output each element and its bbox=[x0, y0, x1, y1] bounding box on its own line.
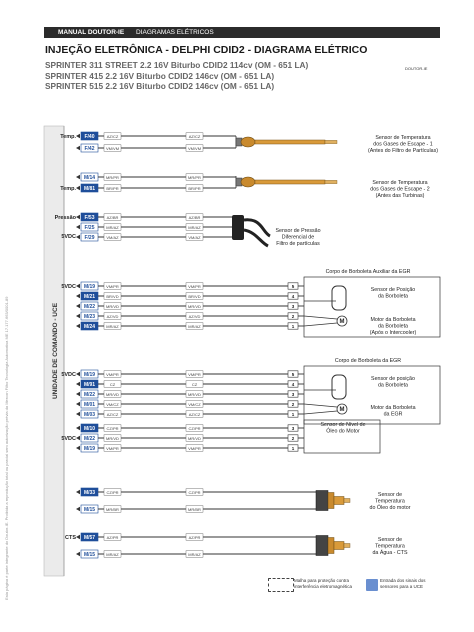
sensor-plug bbox=[316, 536, 328, 556]
subtitle-2: SPRINTER 415 2.2 16V Biturbo CDID2 146cv (OM - 651 LA) bbox=[45, 71, 275, 81]
sensor-thread bbox=[334, 497, 344, 505]
ecu-label: UNIDADE DE COMANDO - UCE bbox=[52, 302, 59, 400]
pin-label: F/42 bbox=[84, 146, 95, 152]
pin-arrow bbox=[76, 552, 80, 556]
wire-code: CZ/PR bbox=[106, 489, 119, 495]
side-copyright: Esta página é parte integrante do Doutor-IE. Proibida a reprodução total ou parcial sem autorização prévia da Mercon Filho Tecnologia Automotiva ME 17.177.663/0001-89 bbox=[4, 296, 9, 600]
subtitle-3: SPRINTER 515 2.2 16V Biturbo CDID2 146cv (OM - 651 LA) bbox=[45, 81, 275, 91]
wire-code: CZ/PR bbox=[188, 425, 201, 431]
wire-code: CZ bbox=[109, 381, 116, 387]
component-label: Sensor de posição bbox=[371, 376, 415, 382]
signal-label: Pressão bbox=[54, 215, 76, 221]
wire bbox=[304, 316, 337, 319]
pin-arrow bbox=[76, 146, 80, 150]
sensor-tip bbox=[344, 499, 350, 503]
pin-arrow bbox=[76, 436, 80, 440]
pin-label: F/40 bbox=[84, 134, 95, 140]
wire-code: VM/PR bbox=[106, 283, 119, 289]
sensor-hex bbox=[328, 538, 334, 554]
wire bbox=[304, 404, 337, 407]
signal-label: 5VDC bbox=[61, 284, 76, 290]
wire-code: MR/VD bbox=[106, 435, 119, 441]
component-label: dos Gases de Escape - 2 bbox=[370, 186, 430, 193]
pin-label: M/19 bbox=[83, 284, 96, 290]
pressure-sensor-body bbox=[232, 215, 244, 240]
signal-label: Temp. bbox=[60, 186, 76, 192]
position-sensor-symbol bbox=[332, 286, 346, 310]
probe-nut bbox=[241, 177, 255, 187]
wire-code: MR/AZ bbox=[188, 323, 201, 329]
pin-arrow bbox=[76, 134, 80, 138]
pin-arrow bbox=[76, 392, 80, 396]
terminal-label: 4 bbox=[291, 293, 295, 299]
wire-code: AZ/BR bbox=[188, 214, 201, 220]
wire-code: CZ/PR bbox=[188, 489, 201, 495]
terminal-label: 5 bbox=[291, 371, 295, 377]
wire-code: AZ/CZ bbox=[188, 411, 201, 417]
wire-code: VM/AZ bbox=[188, 234, 201, 240]
wire-code: BR/PR bbox=[106, 185, 119, 191]
legend-shield-swatch bbox=[268, 578, 294, 592]
pin-arrow bbox=[76, 507, 80, 511]
terminal-label: 1 bbox=[291, 445, 295, 451]
wire-code: MR/AZ bbox=[106, 224, 119, 230]
pin-arrow bbox=[76, 314, 80, 318]
signal-label: Temp. bbox=[60, 134, 76, 140]
component-label: (Antes do Filtro de Partículas) bbox=[367, 148, 439, 154]
pin-arrow bbox=[76, 446, 80, 450]
probe-tip bbox=[325, 180, 337, 183]
component-label: Sensor de Nível de bbox=[320, 422, 366, 428]
component-label: Motor da Borboleta bbox=[370, 317, 416, 323]
wire-code: VM/PR bbox=[106, 445, 119, 451]
wire-code: BR/VD bbox=[188, 293, 201, 299]
component-label: (Antes das Turbinas) bbox=[375, 193, 425, 199]
pin-label: M/22 bbox=[83, 392, 96, 398]
wire-code: MR/AZ bbox=[188, 224, 201, 230]
header-brand: MANUAL DOUTOR-IE bbox=[58, 28, 125, 36]
position-sensor-symbol bbox=[332, 375, 346, 399]
wire-code: MR/BR bbox=[106, 506, 119, 512]
legend-shield-text: Malha para proteção contra interferência eletromagnética bbox=[294, 578, 353, 589]
pin-arrow bbox=[76, 426, 80, 430]
wire-code: CZ bbox=[191, 381, 198, 387]
pin-arrow bbox=[76, 372, 80, 376]
signal-label: 5VDC bbox=[61, 234, 76, 240]
pin-arrow bbox=[76, 225, 80, 229]
pin-label: M/15 bbox=[83, 507, 96, 513]
wire-code: BR/VD bbox=[106, 293, 119, 299]
pressure-hose bbox=[244, 220, 270, 236]
pin-label: M/01 bbox=[83, 402, 96, 408]
wire-code: VM/PR bbox=[188, 445, 201, 451]
pin-label: F/25 bbox=[84, 225, 95, 231]
sensor-plug bbox=[316, 491, 328, 511]
throttle-body-frame bbox=[304, 366, 440, 424]
wire bbox=[304, 411, 337, 414]
component-label: Filtro de partículas bbox=[276, 241, 320, 247]
wire-code: CZ/PR bbox=[106, 425, 119, 431]
component-label: da EGR bbox=[383, 411, 403, 418]
pin-label: M/03 bbox=[83, 412, 96, 418]
throttle-body-frame bbox=[304, 277, 440, 337]
wire-code: AZ/VD bbox=[188, 313, 201, 319]
pin-label: M/15 bbox=[83, 552, 96, 558]
component-label: Corpo de Borboleta da EGR bbox=[334, 358, 402, 364]
component-label: do Óleo do motor bbox=[369, 505, 411, 511]
wire-code: MR/BR bbox=[188, 506, 201, 512]
motor-letter: M bbox=[339, 407, 345, 413]
pin-arrow bbox=[76, 235, 80, 239]
pin-label: F/29 bbox=[84, 235, 95, 241]
pin-arrow bbox=[76, 215, 80, 219]
component-label: Óleo do Motor bbox=[326, 428, 360, 435]
pin-label: M/33 bbox=[83, 490, 96, 496]
pin-label: M/23 bbox=[83, 314, 96, 320]
wire-code: AZ/VD bbox=[106, 313, 119, 319]
terminal-label: 3 bbox=[291, 303, 295, 309]
wire-code: VM/CZ bbox=[106, 401, 119, 407]
pin-arrow bbox=[76, 402, 80, 406]
component-label: Corpo de Borboleta Auxiliar da EGR bbox=[325, 269, 411, 275]
component-label: da Água - CTS bbox=[372, 550, 408, 556]
component-label: Sensor de Temperatura bbox=[375, 135, 431, 141]
pin-label: M/19 bbox=[83, 372, 96, 378]
wire-code: MR/AZ bbox=[188, 551, 201, 557]
page-title: INJEÇÃO ELETRÔNICA - DELPHI CDID2 - DIAGRAMA ELÉTRICO bbox=[45, 44, 368, 56]
pin-arrow bbox=[76, 535, 80, 539]
pin-label: M/91 bbox=[83, 382, 96, 388]
component-label: Sensor de Temperatura bbox=[372, 180, 428, 186]
pin-label: M/19 bbox=[83, 446, 96, 452]
pin-label: M/57 bbox=[83, 535, 96, 541]
pin-label: M/14 bbox=[83, 175, 96, 181]
wire-code: MR/VD bbox=[188, 391, 201, 397]
component-label: Temperatura bbox=[375, 543, 405, 550]
wire-code: VM/PR bbox=[188, 283, 201, 289]
terminal-label: 1 bbox=[291, 411, 295, 417]
wire-code: AZ/CZ bbox=[106, 411, 119, 417]
wire-code: BR/PR bbox=[188, 185, 201, 191]
component-label: Sensor de Posição bbox=[370, 287, 416, 293]
wire-code: AZ/CZ bbox=[188, 133, 201, 139]
terminal-label: 2 bbox=[291, 435, 295, 441]
wire-code: VM/PR bbox=[106, 371, 119, 377]
wire bbox=[304, 323, 337, 326]
component-label: dos Gases de Escape - 1 bbox=[373, 141, 433, 148]
wire-code: MR/AZ bbox=[106, 551, 119, 557]
pin-arrow bbox=[76, 284, 80, 288]
component-label: da Borboleta bbox=[377, 293, 409, 300]
wire-code: AZ/PR bbox=[106, 534, 119, 540]
pin-arrow bbox=[76, 175, 80, 179]
wire-code: VM/CZ bbox=[188, 401, 201, 407]
wire-code: AZ/PR bbox=[188, 534, 201, 540]
wire-code: MR/VD bbox=[106, 303, 119, 309]
signal-label: 5VDC bbox=[61, 436, 76, 442]
wire-code: VM/AZ bbox=[106, 234, 119, 240]
terminal-label: 3 bbox=[291, 425, 295, 431]
pin-label: M/24 bbox=[83, 324, 96, 330]
pin-arrow bbox=[76, 382, 80, 386]
wire-code: AZ/CZ bbox=[106, 133, 119, 139]
wire-code: MR/AZ bbox=[106, 323, 119, 329]
component-label: Temperatura bbox=[375, 498, 405, 505]
brand-mark: DOUTOR-IE bbox=[405, 66, 428, 71]
terminal-label: 4 bbox=[291, 381, 295, 387]
legend-input-text: Entrada dos sinais dos sensores para a UCE bbox=[380, 578, 426, 589]
wire-code: AZ/BR bbox=[106, 214, 119, 220]
pin-label: F/53 bbox=[84, 215, 95, 221]
terminal-label: 3 bbox=[291, 391, 295, 397]
wire-code: MR/VD bbox=[188, 435, 201, 441]
component-label: Motor da Borboleta bbox=[370, 405, 416, 411]
pin-arrow bbox=[76, 304, 80, 308]
component-label: Sensor de bbox=[377, 537, 403, 543]
terminal-label: 2 bbox=[291, 313, 295, 319]
pin-label: M/10 bbox=[83, 426, 96, 432]
header-section: DIAGRAMAS ELÉTRICOS bbox=[136, 28, 214, 36]
component-label: da Borboleta bbox=[377, 323, 409, 330]
component-label: (Após o Intercooler) bbox=[369, 330, 417, 336]
wire-code: VM/PR bbox=[188, 371, 201, 377]
sensor-tip bbox=[344, 544, 350, 548]
probe-rod bbox=[255, 180, 325, 184]
terminal-label: 5 bbox=[291, 283, 295, 289]
component-label: da Borboleta bbox=[377, 382, 409, 389]
component-label: Sensor de Pressão bbox=[275, 228, 321, 234]
sensor-thread bbox=[334, 542, 344, 550]
signal-label: CTS bbox=[65, 535, 76, 541]
probe-tip bbox=[325, 140, 337, 143]
probe-rod bbox=[255, 140, 325, 144]
component-label: Sensor de bbox=[377, 492, 403, 498]
pin-label: M/22 bbox=[83, 436, 96, 442]
sensor-hex bbox=[328, 493, 334, 509]
pin-label: M/22 bbox=[83, 304, 96, 310]
wire-code: VM/VM bbox=[105, 145, 120, 151]
pin-arrow bbox=[76, 324, 80, 328]
legend-input-swatch bbox=[366, 579, 378, 591]
wire-code: MR/PR bbox=[188, 174, 201, 180]
wire-code: VM/VM bbox=[187, 145, 202, 151]
pin-arrow bbox=[76, 490, 80, 494]
pin-arrow bbox=[76, 294, 80, 298]
pin-label: M/81 bbox=[83, 186, 96, 192]
signal-label: 5VDC bbox=[61, 372, 76, 378]
pin-arrow bbox=[76, 412, 80, 416]
terminal-label: 1 bbox=[291, 323, 295, 329]
pin-arrow bbox=[76, 186, 80, 190]
wire-code: MR/PR bbox=[106, 174, 119, 180]
terminal-label: 2 bbox=[291, 401, 295, 407]
wire-code: MR/VD bbox=[106, 391, 119, 397]
probe-nut bbox=[241, 137, 255, 147]
component-label: Diferencial de bbox=[281, 234, 315, 241]
pin-label: M/21 bbox=[83, 294, 96, 300]
motor-letter: M bbox=[339, 319, 345, 325]
subtitle-1: SPRINTER 311 STREET 2.2 16V Biturbo CDID2 114cv (OM - 651 LA) bbox=[45, 60, 309, 70]
wire-code: MR/VD bbox=[188, 303, 201, 309]
